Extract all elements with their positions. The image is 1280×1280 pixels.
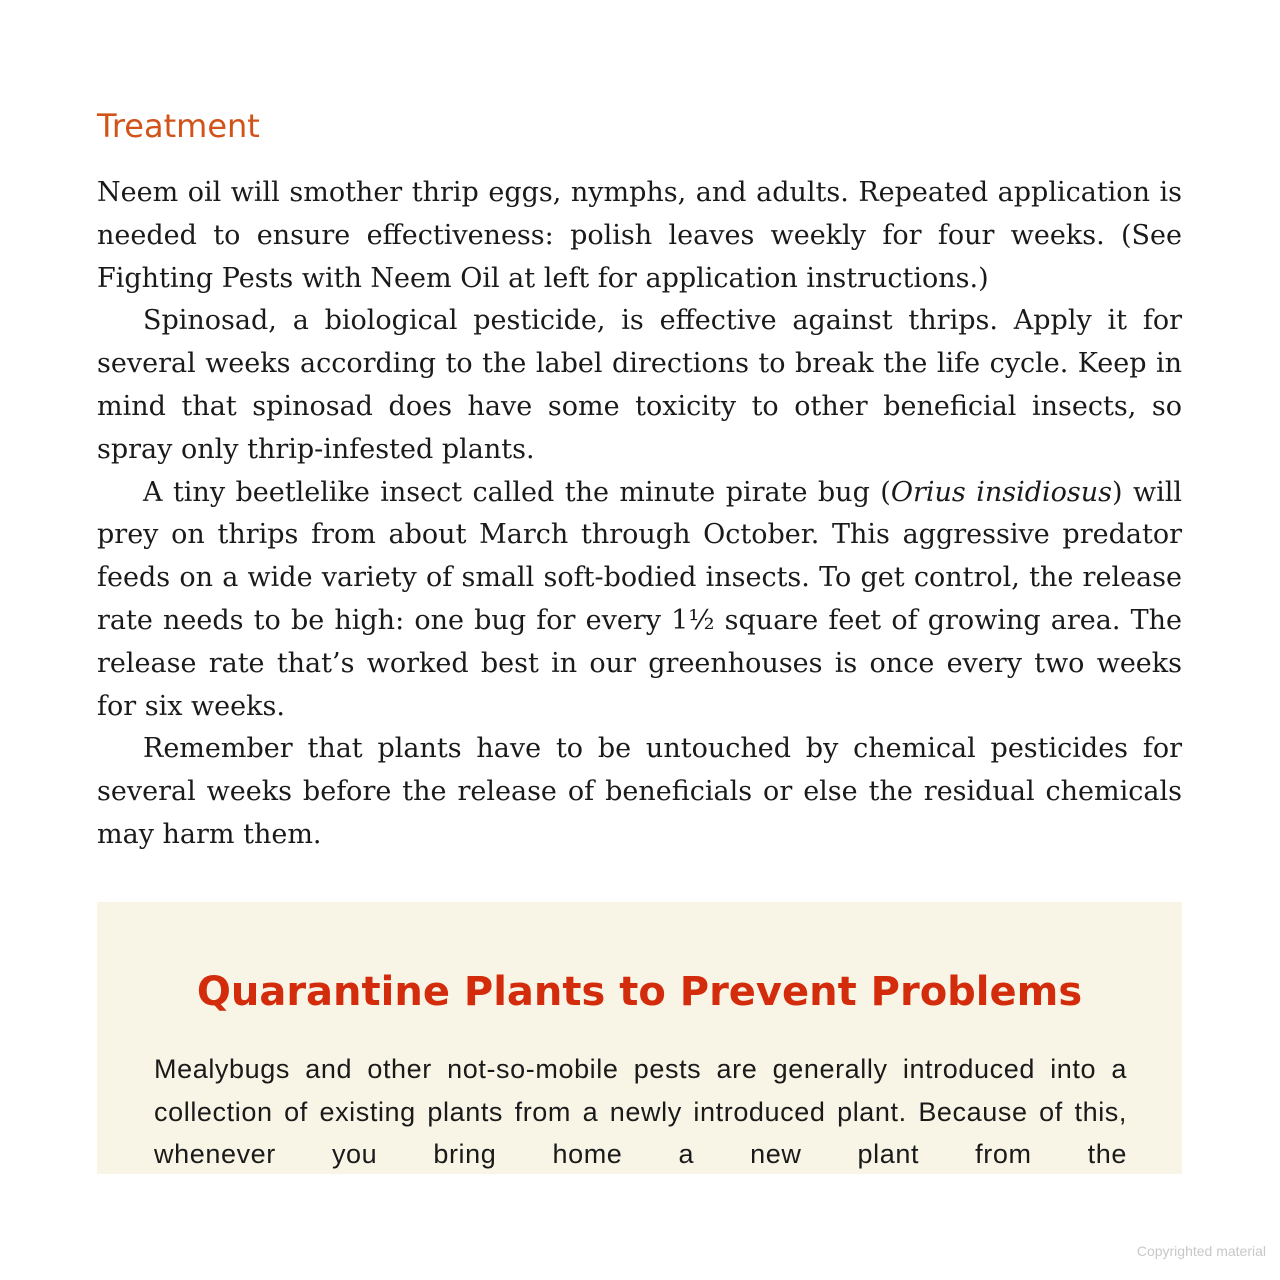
- sidebar-box: [97, 902, 1182, 1174]
- paragraph-chemical-warning: Remember that plants have to be untouched by chemical pesticides for several weeks before the release of beneficials or else the residual chemicals may harm them.: [97, 733, 1182, 850]
- paragraph-neem-oil: Neem oil will smother thrip eggs, nymphs, and adults. Repeated application is needed to ensure effectiveness: polish leaves weekly for four weeks. (See Fighting Pests with Neem Oil at left for application instructions.): [97, 177, 1182, 294]
- pirate-bug-text-end: ) will prey on thrips from about March through October. This aggressive predator feeds on a wide variety of small soft-bodied insects. To get control, the release rate needs to be high: one bug for every 1½ square feet of growing area. The release rate that’s worked best in our greenhouses is once every two weeks for six weeks.: [97, 476, 1183, 722]
- sidebar-text: Mealybugs and other not-so-mobile pests are generally introduced into a collection of existing plants from a newly introduced plant. Because of this, whenever you bring home a new plant from the: [154, 1054, 1127, 1169]
- paragraph-spinosad: Spinosad, a biological pesticide, is effective against thrips. Apply it for several weeks according to the label directions to break the life cycle. Keep in mind that spinosad does have some toxicity to other beneficial insects, so spray only thrip-infested plants.: [97, 305, 1182, 465]
- pirate-bug-text-start: A tiny beetlelike insect called the minute pirate bug (: [143, 476, 891, 508]
- body-text: [97, 172, 1182, 857]
- species-name: Orius insidiosus: [890, 476, 1113, 508]
- sidebar-title: Quarantine Plants to Prevent Problems: [196, 969, 1083, 1015]
- copyright-notice: Copyrighted material: [1136, 1243, 1266, 1259]
- section-heading: Treatment: [97, 107, 260, 145]
- paragraph-pirate-bug: [97, 472, 1182, 729]
